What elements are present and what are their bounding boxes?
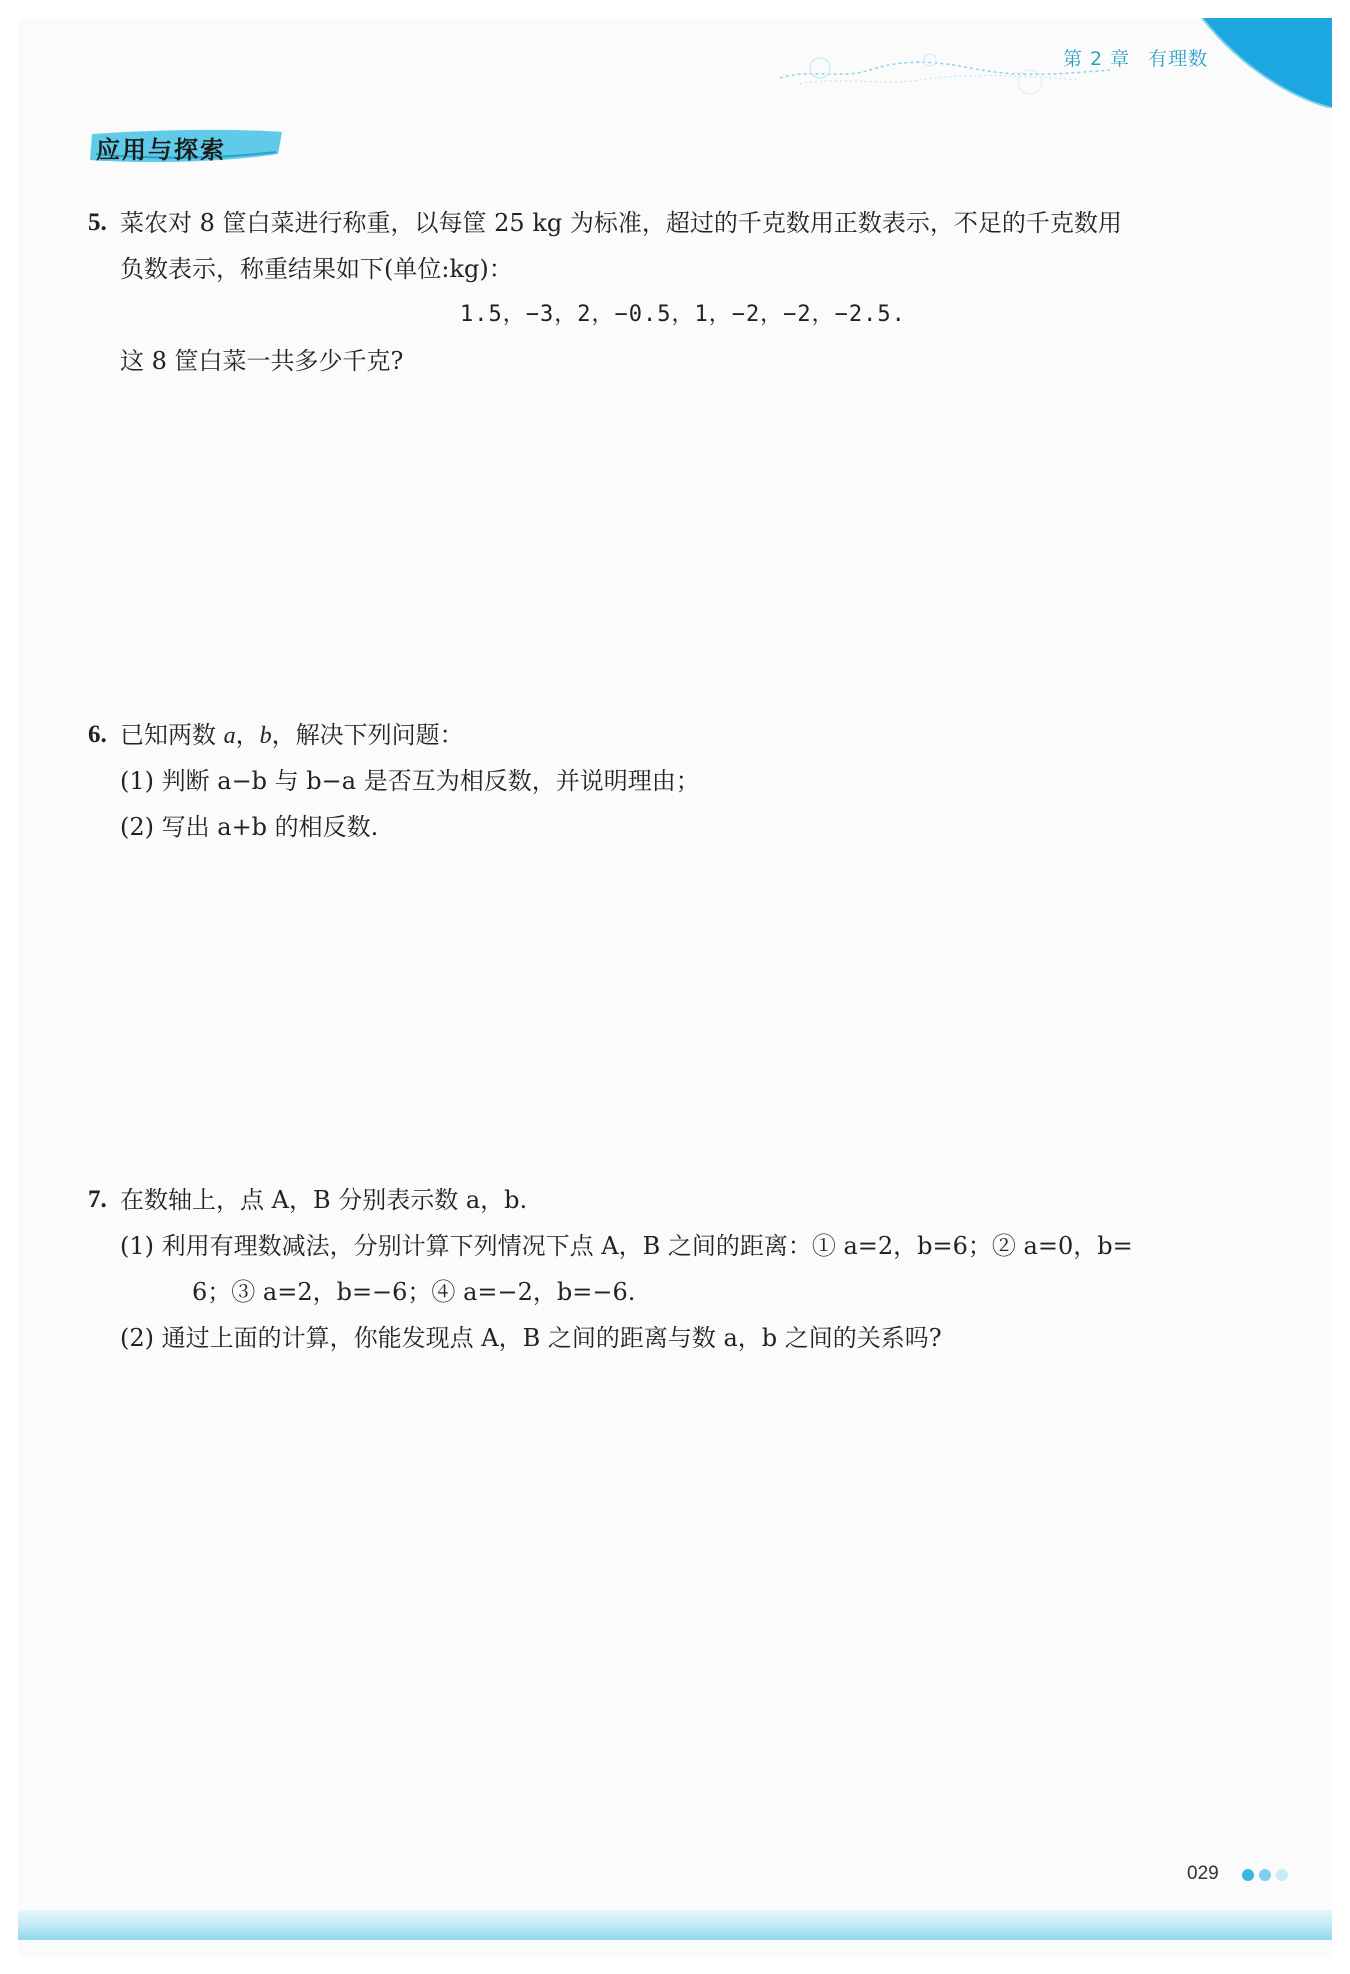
sub-question-text: 判断 a−b 与 b−a 是否互为相反数，并说明理由； xyxy=(161,767,700,795)
section-title: 应用与探索 xyxy=(96,136,226,164)
comma: ， xyxy=(235,721,260,749)
question-text: 已知两数 xyxy=(120,721,224,749)
question-number: 7. xyxy=(88,1186,107,1213)
weighing-data: 1.5，−3，2，−0.5，1，−2，−2，−2.5. xyxy=(460,302,906,327)
sub-question-1-continued: 6；③ a=2，b=−6；④ a=−2，b=−6. xyxy=(192,1278,636,1306)
question-7 xyxy=(88,1177,1238,1377)
sub-question-text: 通过上面的计算，你能发现点 A，B 之间的距离与数 a，b 之间的关系吗? xyxy=(161,1324,942,1352)
sub-question-1 xyxy=(120,1223,1133,1269)
header-corner-decoration xyxy=(1202,18,1332,108)
sub-question-text: 利用有理数减法，分别计算下列情况下点 A，B 之间的距离：① a=2，b=6；② a=0，b= xyxy=(161,1232,1133,1260)
question-text-line xyxy=(120,712,464,759)
sub-question-1 xyxy=(120,758,700,804)
variable-a: a xyxy=(223,723,236,749)
sub-question-label: (1) xyxy=(120,1232,154,1260)
sub-question-text: 写出 a+b 的相反数. xyxy=(161,813,379,841)
sub-question-2 xyxy=(120,804,378,850)
page-dot-icon xyxy=(1259,1869,1271,1881)
question-number: 5. xyxy=(88,209,107,236)
sub-question-label: (2) xyxy=(120,1324,154,1352)
chapter-header xyxy=(1063,44,1208,71)
sub-question-label: (2) xyxy=(120,813,154,841)
question-text: ，解决下列问题： xyxy=(271,721,464,749)
header-wave-decoration xyxy=(780,40,1110,100)
chapter-number: 第 2 章 xyxy=(1063,48,1131,70)
question-6 xyxy=(88,712,1238,862)
page-dot-icon xyxy=(1242,1869,1254,1881)
footer-band xyxy=(18,1910,1332,1940)
question-5 xyxy=(88,200,1238,400)
question-text-line: 在数轴上，点 A，B 分别表示数 a，b. xyxy=(120,1186,528,1214)
question-text-line: 这 8 筐白菜一共多少千克? xyxy=(120,347,404,375)
chapter-title: 有理数 xyxy=(1148,48,1209,70)
sub-question-2 xyxy=(120,1315,942,1361)
variable-b: b xyxy=(259,723,272,749)
question-text-line: 负数表示，称重结果如下(单位:kg)： xyxy=(120,255,513,283)
page-number: 029 xyxy=(1187,1863,1219,1884)
page-dot-icon xyxy=(1276,1869,1288,1881)
question-text-line: 菜农对 8 筐白菜进行称重，以每筐 25 kg 为标准，超过的千克数用正数表示，不足的千克数用 xyxy=(120,209,1122,237)
sub-question-label: (1) xyxy=(120,767,154,795)
question-number: 6. xyxy=(88,721,107,748)
